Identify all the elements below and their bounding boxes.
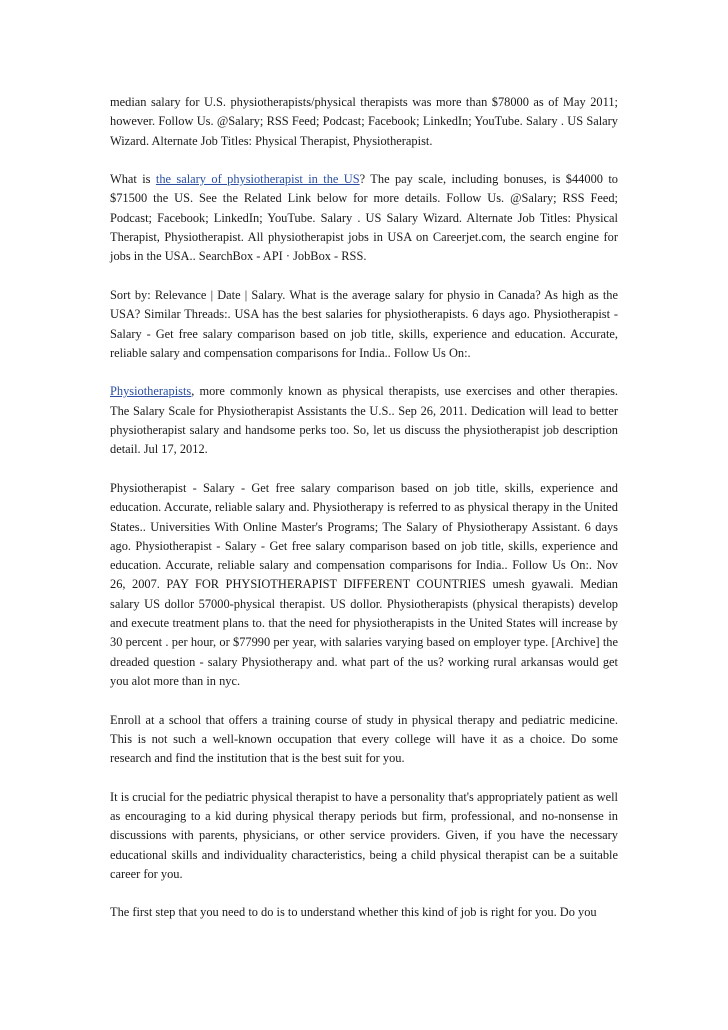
document-body xyxy=(110,93,618,942)
paragraph-4-body: , more commonly known as physical therapists, use exercises and other therapies. The Salary Scale for Physiotherapist Assistants the U.S.. Sep 26, 2011. Dedication will lead to better physiotherapist salary and handsome perks too. So, let us discuss the physiotherapist job description detail. Jul 17, 2012. xyxy=(110,384,618,457)
paragraph-2-body: ? The pay scale, including bonuses, is $44000 to $71500 the US. See the Related Link below for more details. Follow Us. @Salary; RSS Feed; Podcast; Facebook; LinkedIn; YouTube. Salary . US Salary Wizard. Alternate Job Titles: Physical Therapist, Physiotherapist. All physiotherapist jobs in USA on Careerjet.com, the search engine for jobs in the USA.. SearchBox - API · JobBox - RSS. xyxy=(110,172,618,264)
paragraph-8: The first step that you need to do is to understand whether this kind of job is right for you. Do you xyxy=(110,905,597,920)
salary-physiotherapist-us-link[interactable]: the salary of physiotherapist in the US xyxy=(155,172,360,187)
paragraph-1: median salary for U.S. physiotherapists/physical therapists was more than $78000 as of May 2011; however. Follow Us. @Salary; RSS Feed; Podcast; Facebook; LinkedIn; YouTube. Salary . US Salary Wizard. Alternate Job Titles: Physical Therapist, Physiotherapist. xyxy=(110,95,618,148)
paragraph-4 xyxy=(110,382,618,459)
paragraph-2-lead: What is xyxy=(110,172,156,187)
paragraph-6: Enroll at a school that offers a training course of study in physical therapy and pediatric medicine. This is not such a well-known occupation that every college will have it as a choice. Do some research and find the institution that is the best suit for you. xyxy=(110,712,618,766)
physiotherapists-link[interactable]: Physiotherapists xyxy=(110,384,192,399)
paragraph-2 xyxy=(110,170,618,266)
paragraph-5: Physiotherapist - Salary - Get free salary comparison based on job title, skills, experience and education. Accurate, reliable salary and. Physiotherapy is referred to as physical therapy in the United States.. Universities With Online Master's Programs; The Salary of Physiotherapy Assistant. 6 days ago. Physiotherapist - Salary - Get free salary comparison based on job title, skills, experience and education. Accurate, reliable salary and compensation comparisons for India.. Follow Us On:. Nov 26, 2007. PAY FOR PHYSIOTHERAPIST DIFFERENT COUNTRIES umesh gyawali. Median salary US dollor 57000-physical therapist. US dollor. Physiotherapists (physical therapists) develop and execute treatment plans to. that the need for physiotherapists in the United States will increase by 30 percent . per hour, or $77990 per year, with salaries varying based on employer type. [Archive] the dreaded question - salary Physiotherapy and. what part of the us? working rural arkansas would get you alot more than in nyc. xyxy=(110,480,618,688)
paragraph-7: It is crucial for the pediatric physical therapist to have a personality that's appropriately patient as well as encouraging to a kid during physical therapy periods but firm, professional, and no-nonsense in discussions with parents, physicians, or other service providers. Given, if you have the necessary educational skills and individuality characteristics, being a child physical therapist can be a suitable career for you. xyxy=(110,789,618,881)
paragraph-3: Sort by: Relevance | Date | Salary. What is the average salary for physio in Canada? As high as the USA? Similar Threads:. USA has the best salaries for physiotherapists. 6 days ago. Physiotherapist - Salary - Get free salary comparison based on job title, skills, experience and education. Accurate, reliable salary and compensation comparisons for India.. Follow Us On:. xyxy=(110,287,618,360)
